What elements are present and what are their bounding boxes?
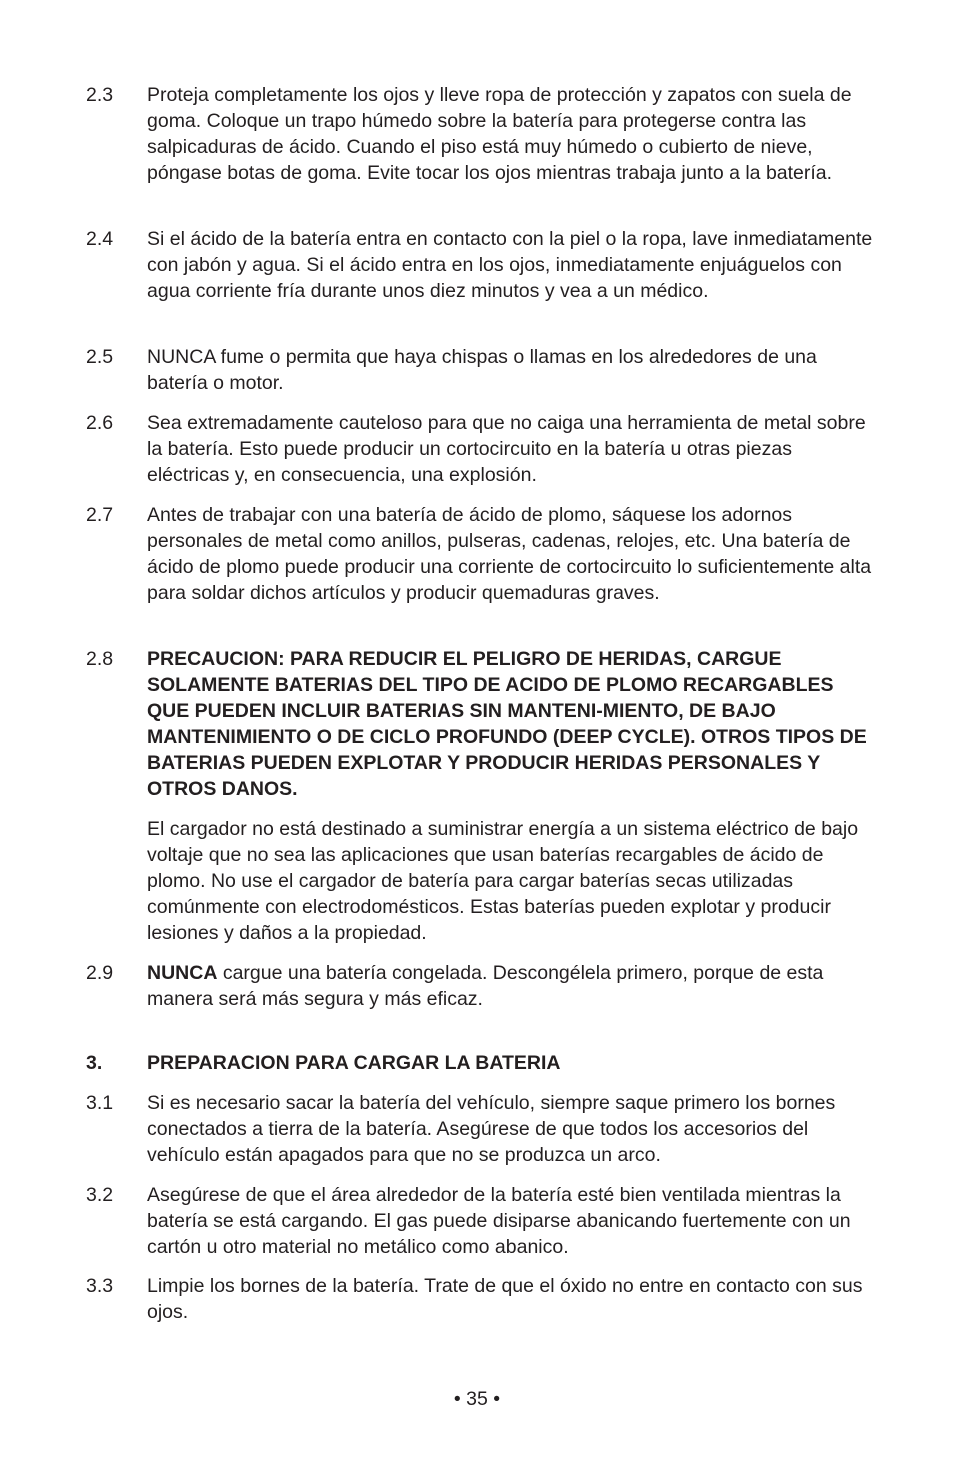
- item-number: 3.2: [86, 1184, 114, 1206]
- item-text: Sea extremadamente cauteloso para que no caiga una herramienta de metal sobre la batería. Esto puede producir un cortocircuito en la batería u otras piezas eléctricas y, en consecuencia, una explosión.: [147, 412, 866, 486]
- item-number: 2.4: [86, 228, 114, 250]
- item-text: Limpie los bornes de la batería. Trate de que el óxido no entre en contacto con sus ojos.: [147, 1275, 863, 1323]
- item-text: Proteja completamente los ojos y lleve ropa de protección y zapatos con suela de goma. Coloque un trapo húmedo sobre la batería para protegerse contra las salpicaduras de ácido. Cuando el piso está muy húmedo o cubierto de nieve, póngase botas de goma. Evite tocar los ojos mientras trabaja junto a la batería.: [147, 84, 852, 184]
- item-text: El cargador no está destinado a suministrar energía a un sistema eléctrico de bajo voltaje que no sea las aplicaciones que usan baterías recargables de ácido de plomo. No use el cargador de batería para cargar baterías secas utilizadas comúnmente con electrodomésticos. Estas baterías pueden explotar y producir lesiones y daños a la propiedad.: [147, 818, 859, 944]
- item-text: NUNCA fume o permita que haya chispas o llamas en los alrededores de una batería o motor.: [147, 346, 817, 394]
- item-rest: cargue una batería congelada. Descongélela primero, porque de esta manera será más segura y más eficaz.: [147, 962, 824, 1010]
- item-lead-bold: NUNCA: [147, 962, 218, 984]
- warning-text: PRECAUCION: PARA REDUCIR EL PELIGRO DE HERIDAS, CARGUE SOLAMENTE BATERIAS DEL TIPO DE ACIDO DE PLOMO RECARGABLES QUE PUEDEN INCLUIR BATERIAS SIN MANTENI-MIENTO, DE BAJO MANTENIMIENTO O DE CICLO PROFUNDO (DEEP CYCLE). OTROS TIPOS DE BATERIAS PUEDEN EXPLOTAR Y PRODUCIR HERIDAS PERSONALES Y OTROS DANOS.: [147, 648, 867, 800]
- item-number: 2.5: [86, 346, 114, 368]
- item-number: 3.1: [86, 1092, 114, 1114]
- item-text: [147, 960, 876, 1012]
- item-text: Asegúrese de que el área alrededor de la batería esté bien ventilada mientras la batería se está cargando. El gas puede disiparse abanicando fuertemente con un cartón u otro material no metálico como abanico.: [147, 1184, 851, 1258]
- item-number: 2.7: [86, 504, 114, 526]
- item-text: Si el ácido de la batería entra en contacto con la piel o la ropa, lave inmediatamente con jabón y agua. Si el ácido entra en los ojos, inmediatamente enjuáguelos con agua corriente fría durante unos diez minutos y vea a un médico.: [147, 228, 873, 302]
- item-number: 2.6: [86, 412, 114, 434]
- item-text: Si es necesario sacar la batería del vehículo, siempre saque primero los bornes conectados a tierra de la batería. Asegúrese de que todos los accesorios del vehículo están apagados para que no se produzca un arco.: [147, 1092, 836, 1166]
- section-title: PREPARACION PARA CARGAR LA BATERIA: [147, 1052, 561, 1074]
- item-number: 2.9: [86, 962, 114, 984]
- page-number: • 35 •: [453, 1388, 501, 1410]
- item-number: 3.3: [86, 1275, 114, 1297]
- item-text: Antes de trabajar con una batería de ácido de plomo, sáquese los adornos personales de metal como anillos, pulseras, cadenas, relojes, etc. Una batería de ácido de plomo puede producir una corriente de cortocircuito lo suficientemente alta para soldar dichos artículos y producir quemaduras graves.: [147, 504, 872, 604]
- item-number: 2.3: [86, 84, 114, 106]
- item-number: 2.8: [86, 648, 114, 670]
- section-number: 3.: [86, 1052, 103, 1074]
